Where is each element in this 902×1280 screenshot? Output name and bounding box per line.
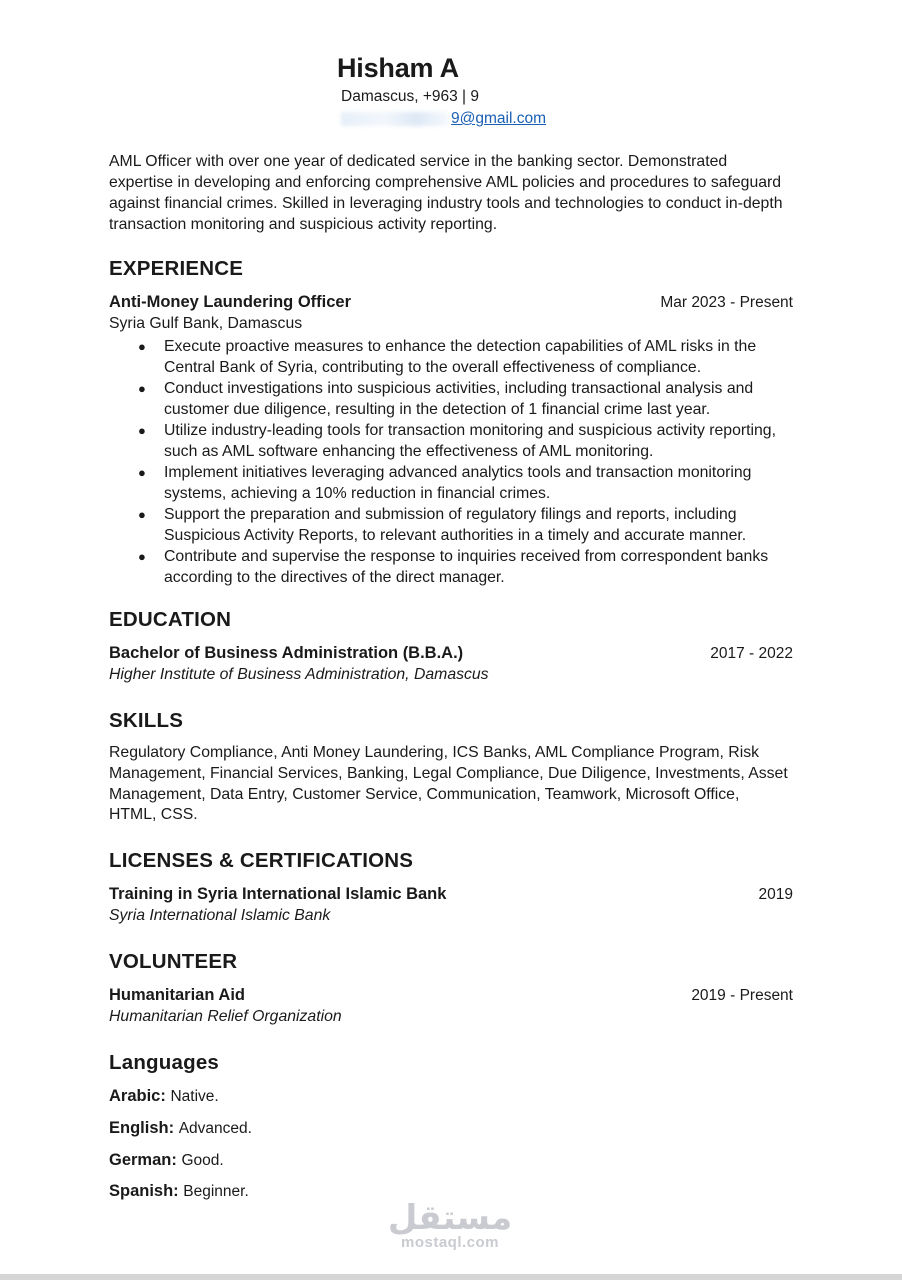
experience-company: Syria Gulf Bank, Damascus [109, 315, 303, 332]
volunteer-org: Humanitarian Relief Organization [109, 1008, 342, 1025]
bullet-dot: ● [138, 507, 146, 522]
education-school: Higher Institute of Business Administration, Damascus [109, 666, 489, 683]
list-item [109, 378, 799, 420]
language-level: Beginner. [183, 1183, 249, 1200]
list-item [109, 336, 799, 378]
language-german [109, 1151, 224, 1170]
experience-role-row [109, 293, 793, 312]
watermark-latin: mostaql.com [400, 1234, 500, 1251]
bullet-dot: ● [138, 465, 146, 480]
language-level: Advanced. [178, 1120, 252, 1137]
language-label: Arabic: [109, 1087, 166, 1105]
certification-issuer: Syria International Islamic Bank [109, 907, 331, 924]
certification-name: Training in Syria International Islamic Bank [109, 885, 447, 903]
language-label: English: [109, 1119, 175, 1137]
experience-dates: Mar 2023 - Present [660, 294, 793, 311]
volunteer-role: Humanitarian Aid [109, 986, 245, 1004]
volunteer-row [109, 986, 793, 1005]
experience-role: Anti-Money Laundering Officer [109, 293, 352, 311]
redacted-email-prefix [341, 112, 449, 126]
contact-line: Damascus, +963 | 9 [341, 88, 480, 105]
skills-list: Regulatory Compliance, Anti Money Laundering, ICS Banks, AML Compliance Program, Risk Management, Financial Services, Banking, Legal Compliance, Due Diligence, Investments, Asset Management, Data Entry, Customer Service, Communication, Teamwork, Microsoft Office, HTML, CSS. [109, 744, 788, 824]
list-item [109, 546, 799, 588]
bullet-dot: ● [138, 381, 146, 396]
experience-bullets [109, 336, 799, 588]
education-dates: 2017 - 2022 [710, 645, 793, 662]
bullet-text: Support the preparation and submission of regulatory filings and reports, including Suspicious Activity Reports, to relevant authorities in a timely and accurate manner. [164, 506, 747, 544]
language-arabic [109, 1087, 219, 1106]
bullet-text: Contribute and supervise the response to inquiries received from correspondent banks according to the directives of the direct manager. [164, 548, 769, 586]
email-link[interactable]: 9@gmail.com [451, 110, 546, 127]
mostaql-watermark [380, 1200, 520, 1251]
bullet-dot: ● [138, 339, 146, 354]
page-bottom-edge [0, 1274, 902, 1280]
bullet-dot: ● [138, 423, 146, 438]
professional-summary: AML Officer with over one year of dedicated service in the banking sector. Demonstrated expertise in developing and enforcing comprehensive AML policies and procedures to safeguard against financial crimes. Skilled in leveraging industry tools and technologies to conduct in-depth transaction monitoring and suspicious activity reporting. [109, 153, 783, 233]
language-english [109, 1119, 252, 1138]
language-label: Spanish: [109, 1182, 179, 1200]
bullet-text: Utilize industry-leading tools for transaction monitoring and suspicious activity reporting, such as AML software enhancing the effectiveness of AML monitoring. [164, 422, 776, 460]
list-item [109, 504, 799, 546]
bullet-text: Implement initiatives leveraging advanced analytics tools and transaction monitoring systems, achieving a 10% reduction in financial crimes. [164, 464, 752, 502]
languages-heading: Languages [109, 1051, 220, 1074]
language-label: German: [109, 1151, 177, 1169]
certification-year: 2019 [758, 886, 793, 903]
bullet-dot: ● [138, 549, 146, 564]
certification-row [109, 885, 793, 904]
email-row [341, 110, 546, 128]
education-heading: EDUCATION [109, 608, 232, 631]
language-level: Native. [170, 1088, 219, 1105]
experience-heading: EXPERIENCE [109, 257, 244, 280]
bullet-text: Conduct investigations into suspicious activities, including transactional analysis and customer due diligence, resulting in the detection of 1 financial crime last year. [164, 380, 754, 418]
language-spanish [109, 1182, 249, 1201]
skills-heading: SKILLS [109, 709, 184, 732]
list-item [109, 420, 799, 462]
language-level: Good. [181, 1152, 224, 1169]
candidate-name: Hisham A [337, 53, 459, 83]
education-row [109, 644, 793, 663]
bullet-text: Execute proactive measures to enhance the detection capabilities of AML risks in the Central Bank of Syria, contributing to the overall effectiveness of compliance. [164, 338, 757, 376]
volunteer-heading: VOLUNTEER [109, 950, 238, 973]
education-degree: Bachelor of Business Administration (B.B.A.) [109, 644, 464, 662]
volunteer-dates: 2019 - Present [691, 987, 793, 1004]
watermark-arabic: مستقل [387, 1198, 513, 1238]
certifications-heading: LICENSES & CERTIFICATIONS [109, 849, 414, 872]
list-item [109, 462, 799, 504]
